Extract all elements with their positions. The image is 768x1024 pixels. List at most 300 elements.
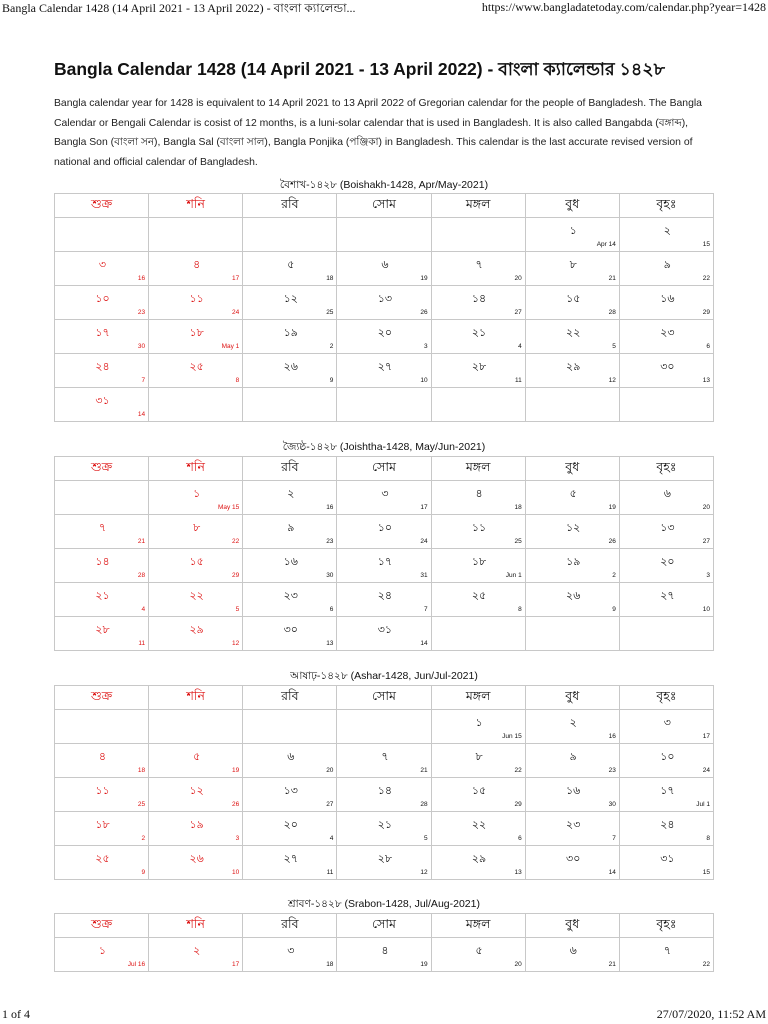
bangla-date: ২২ (471, 818, 487, 831)
calendar-day-cell (149, 252, 243, 286)
gregorian-date: 15 (702, 869, 710, 876)
gregorian-date: 23 (326, 538, 334, 545)
bangla-date: ২৮ (95, 623, 110, 636)
calendar-day-cell (619, 218, 713, 252)
calendar-day-cell (337, 354, 431, 388)
calendar-day-cell (243, 481, 337, 515)
bangla-date: ৩০ (566, 852, 581, 865)
gregorian-date: May 1 (221, 343, 240, 350)
calendar-day-cell (525, 218, 619, 252)
gregorian-date: 27 (702, 538, 710, 545)
calendar-empty-cell (525, 617, 619, 651)
month-caption-boishakh: বৈশাখ-১৪২৮ (Boishakh-1428, Apr/May-2021) (279, 179, 489, 191)
bangla-date: ১৫ (189, 555, 204, 568)
calendar-empty-cell (337, 710, 431, 744)
gregorian-date: 22 (514, 767, 522, 774)
gregorian-date: 3 (235, 835, 240, 842)
calendar-day-cell (55, 286, 149, 320)
bangla-date: ১০ (377, 521, 393, 534)
calendar-day-cell (431, 812, 525, 846)
gregorian-date: 8 (235, 377, 240, 384)
gregorian-date: 17 (232, 961, 240, 968)
bangla-date: ২০ (660, 555, 675, 568)
weekday-header: শুক্র (55, 686, 149, 710)
bangla-date: ৩ (287, 944, 295, 957)
calendar-empty-cell (55, 481, 149, 515)
bangla-date: ১১ (95, 784, 110, 797)
gregorian-date: 11 (326, 869, 334, 876)
calendar-day-cell (243, 938, 337, 972)
calendar-empty-cell (55, 218, 149, 252)
calendar-day-cell (337, 938, 431, 972)
calendar-day-cell (337, 617, 431, 651)
weekday-header: বৃহঃ (619, 194, 713, 218)
gregorian-date: May 15 (217, 504, 240, 511)
month-caption-srabon: শ্রাবণ-১৪২৮ (Srabon-1428, Jul/Aug-2021) (288, 898, 480, 910)
bangla-date: ৬ (569, 944, 577, 957)
gregorian-date: 15 (702, 241, 710, 248)
calendar-day-cell (55, 549, 149, 583)
gregorian-date: Jul 1 (696, 801, 710, 808)
gregorian-date: 20 (514, 961, 522, 968)
bangla-date: ২৬ (189, 852, 204, 865)
bangla-date: ১৪ (471, 292, 487, 305)
calendar-day-cell (619, 778, 713, 812)
calendar-week-row (55, 354, 714, 388)
calendar-day-cell (55, 744, 149, 778)
month-caption-ashar: আষাঢ়-১৪২৮ (Ashar-1428, Jun/Jul-2021) (290, 670, 478, 682)
bangla-date: ১৩ (283, 784, 298, 797)
bangla-date: ২৩ (566, 818, 581, 831)
gregorian-date: 24 (420, 538, 428, 545)
gregorian-date: 28 (420, 801, 428, 808)
bangla-date: ২০ (283, 818, 298, 831)
gregorian-date: 20 (514, 275, 522, 282)
weekday-header: রবি (243, 686, 337, 710)
bangla-date: ১৮ (95, 818, 110, 831)
calendar-empty-cell (243, 388, 337, 422)
gregorian-date: 29 (514, 801, 522, 808)
gregorian-date: 12 (420, 869, 428, 876)
weekday-header: সোম (337, 686, 431, 710)
calendar-srabon (54, 913, 714, 972)
weekday-header: রবি (243, 457, 337, 481)
gregorian-date: 29 (702, 309, 710, 316)
calendar-day-cell (431, 252, 525, 286)
gregorian-date: 19 (420, 961, 428, 968)
calendar-day-cell (55, 515, 149, 549)
bangla-date: ১৮ (189, 326, 204, 339)
weekday-header: বুধ (525, 686, 619, 710)
weekday-header: বৃহঃ (619, 914, 713, 938)
gregorian-date: 30 (326, 572, 334, 579)
gregorian-date: 22 (702, 275, 710, 282)
calendar-week-row (55, 252, 714, 286)
calendar-day-cell (525, 710, 619, 744)
calendar-day-cell (149, 583, 243, 617)
bangla-date: ১৭ (95, 326, 110, 339)
bangla-date: ১৪ (95, 555, 110, 568)
calendar-day-cell (525, 549, 619, 583)
calendar-day-cell (55, 617, 149, 651)
gregorian-date: 12 (608, 377, 616, 384)
gregorian-date: 5 (612, 343, 616, 350)
bangla-date: ৬ (381, 258, 389, 271)
weekday-header: শনি (149, 194, 243, 218)
calendar-day-cell (337, 320, 431, 354)
calendar-ashar (54, 685, 714, 880)
bangla-date: ২৮ (471, 360, 487, 373)
calendar-day-cell (619, 549, 713, 583)
bangla-date: ৭ (381, 750, 389, 763)
calendar-day-cell (149, 812, 243, 846)
calendar-day-cell (619, 812, 713, 846)
calendar-day-cell (431, 515, 525, 549)
gregorian-date: 21 (608, 961, 616, 968)
bangla-date: ৩ (381, 487, 389, 500)
calendar-day-cell (243, 583, 337, 617)
page-title: Bangla Calendar 1428 (14 April 2021 - 13 April 2022) - বাংলা ক্যালেন্ডার ১৪২৮ (54, 59, 665, 79)
calendar-day-cell (619, 354, 713, 388)
gregorian-date: 24 (232, 309, 240, 316)
gregorian-date: 25 (137, 801, 146, 808)
calendar-week-row (55, 938, 714, 972)
gregorian-date: 27 (514, 309, 522, 316)
gregorian-date: 10 (702, 606, 710, 613)
bangla-date: ৪ (98, 750, 107, 763)
calendar-day-cell (337, 481, 431, 515)
bangla-date: ৭ (475, 258, 483, 271)
bangla-date: ২ (569, 716, 577, 729)
bangla-date: ২৫ (189, 360, 204, 373)
calendar-day-cell (431, 354, 525, 388)
bangla-date: ২৮ (377, 852, 393, 865)
gregorian-date: 28 (608, 309, 616, 316)
bangla-date: ২৪ (377, 589, 393, 602)
bangla-date: ৩০ (283, 623, 298, 636)
gregorian-date: 13 (702, 377, 710, 384)
gregorian-date: 9 (329, 377, 334, 384)
calendar-day-cell (431, 846, 525, 880)
gregorian-date: 5 (235, 606, 240, 613)
bangla-date: ৯ (287, 521, 295, 534)
weekday-header: মঙ্গল (431, 457, 525, 481)
bangla-date: ১২ (566, 521, 581, 534)
calendar-day-cell (243, 744, 337, 778)
calendar-day-cell (525, 744, 619, 778)
calendar-day-cell (149, 515, 243, 549)
calendar-day-cell (337, 549, 431, 583)
calendar-day-cell (619, 320, 713, 354)
weekday-header: সোম (337, 194, 431, 218)
gregorian-date: 22 (702, 961, 710, 968)
bangla-date: ২১ (377, 818, 393, 831)
calendar-week-row (55, 846, 714, 880)
gregorian-date: 17 (420, 504, 428, 511)
calendar-day-cell (55, 252, 149, 286)
calendar-day-cell (431, 938, 525, 972)
gregorian-date: 30 (137, 343, 146, 350)
bangla-date: ১৯ (566, 555, 581, 568)
bangla-date: ২৩ (660, 326, 675, 339)
weekday-header: শনি (149, 457, 243, 481)
bangla-date: ১১ (189, 292, 204, 305)
gregorian-date: 23 (608, 767, 616, 774)
bangla-date: ১৭ (660, 784, 675, 797)
calendar-day-cell (431, 744, 525, 778)
gregorian-date: 7 (141, 377, 146, 384)
bangla-date: ২ (193, 944, 201, 957)
weekday-header: বৃহঃ (619, 457, 713, 481)
bangla-date: ৯ (663, 258, 671, 271)
gregorian-date: 4 (141, 606, 146, 613)
bangla-date: ৩১ (660, 852, 675, 865)
calendar-week-row (55, 388, 714, 422)
gregorian-date: 22 (232, 538, 240, 545)
calendar-day-cell (619, 286, 713, 320)
calendar-day-cell (149, 617, 243, 651)
gregorian-date: 21 (420, 767, 428, 774)
gregorian-date: 8 (518, 606, 522, 613)
gregorian-date: 14 (137, 411, 146, 418)
calendar-day-cell (149, 481, 243, 515)
calendar-day-cell (619, 710, 713, 744)
gregorian-date: 7 (423, 606, 428, 613)
bangla-date: ৫ (287, 258, 295, 271)
calendar-day-cell (525, 583, 619, 617)
bangla-date: ৭ (663, 944, 671, 957)
calendar-day-cell (55, 388, 149, 422)
gregorian-date: 11 (514, 377, 522, 384)
bangla-date: ৩ (98, 258, 107, 271)
gregorian-date: 25 (514, 538, 522, 545)
calendar-week-row (55, 320, 714, 354)
print-header-title: Bangla Calendar 1428 (14 April 2021 - 13 April 2022) - বাংলা ক্যালেন্ডা... (2, 1, 356, 15)
weekday-header: রবি (243, 914, 337, 938)
gregorian-date: 20 (326, 767, 334, 774)
bangla-date: ৩১ (95, 394, 110, 407)
gregorian-date: 2 (141, 835, 146, 842)
calendar-day-cell (525, 481, 619, 515)
bangla-date: ১৪ (377, 784, 393, 797)
calendar-empty-cell (525, 388, 619, 422)
weekday-header: শুক্র (55, 914, 149, 938)
calendar-day-cell (431, 286, 525, 320)
calendar-day-cell (149, 744, 243, 778)
calendar-day-cell (525, 252, 619, 286)
gregorian-date: 3 (423, 343, 428, 350)
calendar-empty-cell (431, 218, 525, 252)
gregorian-date: 16 (326, 504, 334, 511)
bangla-date: ১১ (471, 521, 487, 534)
calendar-day-cell (55, 583, 149, 617)
calendar-day-cell (55, 320, 149, 354)
calendar-empty-cell (149, 388, 243, 422)
bangla-date: ১৯ (283, 326, 298, 339)
bangla-date: ৬ (663, 487, 671, 500)
calendar-day-cell (619, 515, 713, 549)
calendar-day-cell (619, 938, 713, 972)
gregorian-date: 26 (608, 538, 616, 545)
bangla-date: ১৮ (471, 555, 487, 568)
calendar-day-cell (619, 481, 713, 515)
bangla-date: ১৯ (189, 818, 204, 831)
calendar-day-cell (55, 938, 149, 972)
gregorian-date: 3 (706, 572, 710, 579)
calendar-day-cell (337, 846, 431, 880)
gregorian-date: 29 (232, 572, 240, 579)
weekday-header: মঙ্গল (431, 686, 525, 710)
gregorian-date: 10 (232, 869, 240, 876)
bangla-date: ৮ (569, 258, 577, 271)
weekday-header: বুধ (525, 194, 619, 218)
bangla-date: ২৭ (283, 852, 298, 865)
gregorian-date: 12 (232, 640, 240, 647)
calendar-empty-cell (149, 710, 243, 744)
calendar-day-cell (243, 286, 337, 320)
bangla-date: ২৭ (377, 360, 393, 373)
calendar-day-cell (337, 583, 431, 617)
calendar-day-cell (149, 549, 243, 583)
gregorian-date: 5 (423, 835, 428, 842)
weekday-header-row (55, 194, 714, 218)
bangla-date: ৮ (475, 750, 483, 763)
gregorian-date: 19 (608, 504, 616, 511)
weekday-header: সোম (337, 914, 431, 938)
gregorian-date: 8 (706, 835, 710, 842)
month-caption-joishtha: জ্যৈষ্ঠ-১৪২৮ (Joishtha-1428, May/Jun-2021) (282, 441, 486, 453)
calendar-day-cell (619, 252, 713, 286)
gregorian-date: 17 (702, 733, 710, 740)
calendar-day-cell (431, 481, 525, 515)
weekday-header: বুধ (525, 457, 619, 481)
gregorian-date: 13 (326, 640, 334, 647)
gregorian-date: Jun 1 (505, 572, 522, 579)
weekday-header-row (55, 914, 714, 938)
gregorian-date: 23 (137, 309, 146, 316)
bangla-date: ৪ (475, 487, 483, 500)
bangla-date: ১৩ (660, 521, 675, 534)
bangla-date: ৫ (475, 944, 483, 957)
bangla-date: ২ (663, 224, 671, 237)
calendar-week-row (55, 812, 714, 846)
calendar-day-cell (243, 252, 337, 286)
calendar-day-cell (619, 846, 713, 880)
bangla-date: ৭ (98, 521, 107, 534)
gregorian-date: 6 (518, 835, 522, 842)
gregorian-date: 2 (329, 343, 334, 350)
weekday-header: শুক্র (55, 194, 149, 218)
calendar-day-cell (243, 846, 337, 880)
calendar-week-row (55, 710, 714, 744)
gregorian-date: 21 (137, 538, 146, 545)
calendar-empty-cell (619, 388, 713, 422)
gregorian-date: 16 (608, 733, 616, 740)
calendar-day-cell (431, 710, 525, 744)
bangla-date: ১০ (95, 292, 110, 305)
gregorian-date: 18 (514, 504, 522, 511)
calendar-day-cell (243, 778, 337, 812)
gregorian-date: 9 (612, 606, 616, 613)
calendar-day-cell (149, 354, 243, 388)
bangla-date: ১ (98, 944, 107, 957)
gregorian-date: 9 (141, 869, 146, 876)
bangla-date: ১৬ (566, 784, 581, 797)
calendar-day-cell (619, 583, 713, 617)
bangla-date: ১ (193, 487, 201, 500)
calendar-day-cell (525, 320, 619, 354)
gregorian-date: 18 (137, 767, 146, 774)
gregorian-date: 26 (420, 309, 428, 316)
calendar-day-cell (337, 252, 431, 286)
gregorian-date: Jun 15 (502, 733, 522, 740)
calendar-day-cell (243, 515, 337, 549)
bangla-date: ২২ (189, 589, 204, 602)
calendar-day-cell (243, 812, 337, 846)
bangla-date: ১৫ (566, 292, 581, 305)
gregorian-date: 18 (326, 275, 334, 282)
gregorian-date: 27 (326, 801, 334, 808)
calendar-day-cell (431, 549, 525, 583)
calendar-day-cell (149, 778, 243, 812)
weekday-header-row (55, 457, 714, 481)
calendar-week-row (55, 218, 714, 252)
bangla-date: ৯ (569, 750, 577, 763)
weekday-header: বুধ (525, 914, 619, 938)
bangla-date: ১৭ (377, 555, 393, 568)
calendar-day-cell (525, 354, 619, 388)
calendar-empty-cell (619, 617, 713, 651)
gregorian-date: 2 (612, 572, 616, 579)
weekday-header: বৃহঃ (619, 686, 713, 710)
bangla-date: ১৩ (377, 292, 393, 305)
calendar-week-row (55, 515, 714, 549)
gregorian-date: 28 (137, 572, 146, 579)
weekday-header: শনি (149, 914, 243, 938)
gregorian-date: 13 (514, 869, 522, 876)
bangla-date: ১২ (283, 292, 298, 305)
gregorian-date: 24 (702, 767, 710, 774)
bangla-date: ৫ (569, 487, 577, 500)
bangla-date: ১০ (660, 750, 675, 763)
calendar-empty-cell (431, 388, 525, 422)
bangla-date: ১ (475, 716, 483, 729)
calendar-day-cell (525, 938, 619, 972)
gregorian-date: 11 (138, 640, 146, 647)
calendar-day-cell (337, 744, 431, 778)
gregorian-date: 18 (326, 961, 334, 968)
print-header-url[interactable]: https://www.bangladatetoday.com/calendar.php?year=1428 (481, 0, 766, 14)
calendar-day-cell (243, 549, 337, 583)
calendar-boishakh (54, 193, 714, 422)
gregorian-date: 7 (612, 835, 616, 842)
calendar-day-cell (149, 286, 243, 320)
bangla-date: ৩০ (660, 360, 675, 373)
calendar-day-cell (55, 812, 149, 846)
weekday-header: সোম (337, 457, 431, 481)
calendar-day-cell (431, 778, 525, 812)
gregorian-date: Jul 16 (127, 961, 146, 968)
gregorian-date: 4 (329, 835, 334, 842)
bangla-date: ১৬ (660, 292, 675, 305)
bangla-date: ২ (287, 487, 295, 500)
bangla-date: ২৯ (566, 360, 581, 373)
calendar-day-cell (525, 846, 619, 880)
gregorian-date: 14 (420, 640, 428, 647)
gregorian-date: 6 (706, 343, 710, 350)
calendar-empty-cell (431, 617, 525, 651)
calendar-day-cell (243, 617, 337, 651)
